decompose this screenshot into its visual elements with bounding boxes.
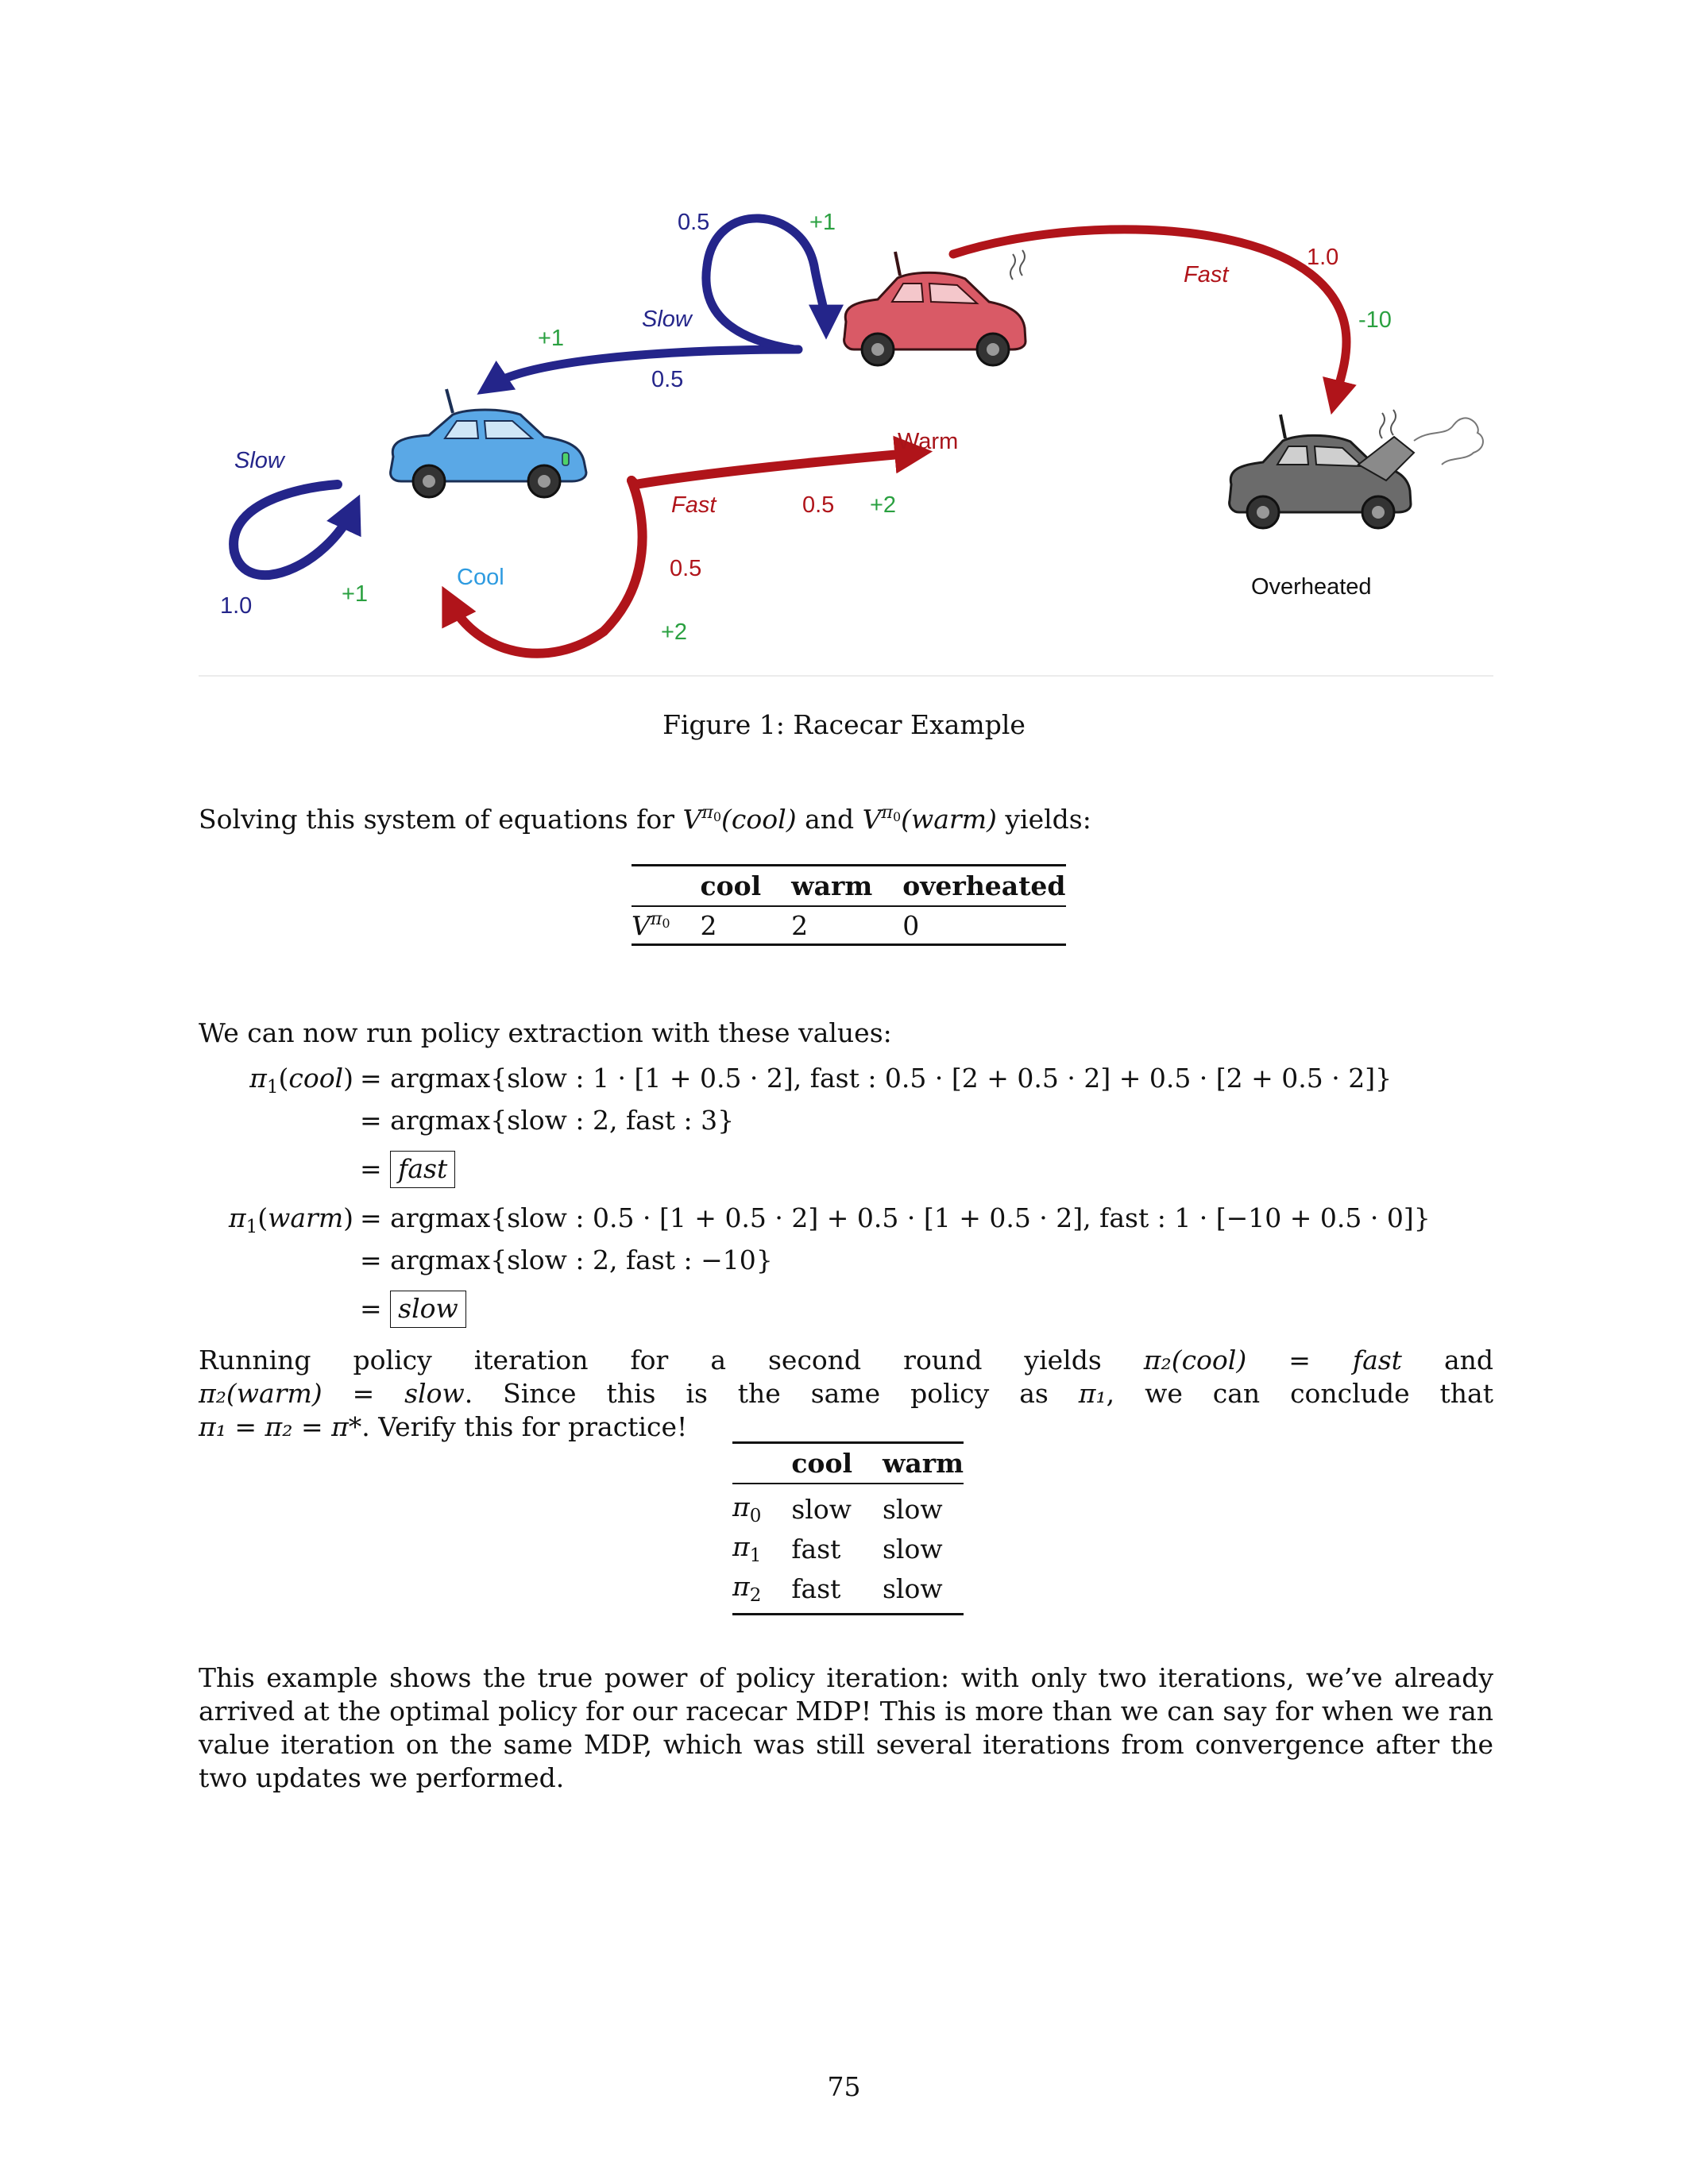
policy-warm: slow [883, 1493, 943, 1525]
v-pi0-cool: $V^{\pi 0}(cool)$ [682, 803, 797, 835]
equation-cool-rhs3: = fast [360, 1153, 455, 1184]
figure-divider [199, 675, 1493, 677]
math-pi2-cool: π₂(cool) = fast [1143, 1345, 1402, 1376]
boxed-result-warm: slow [390, 1291, 466, 1328]
prob-label-warm-slow-cool: 0.5 [651, 367, 684, 392]
math-chain: π₁ = π₂ = π* [199, 1411, 362, 1442]
equation-warm-rhs3: = slow [360, 1293, 466, 1324]
prob-label-warm-fast-over: 1.0 [1307, 245, 1339, 270]
prob-label-warm-self: 0.5 [678, 210, 710, 235]
equation-cool-rhs1: = argmax{slow : 1 · [1 + 0.5 · 2], fast : 0.5 · [2 + 0.5 · 2] + 0.5 · [2 + 0.5 · 2]} [360, 1063, 1393, 1094]
reward-label-cool-fast-self: +2 [661, 619, 688, 645]
action-label-cool-fast: Fast [671, 492, 717, 518]
value-cool: 2 [700, 909, 717, 941]
value-table-row-label: $V^{\pi 0}$ [632, 909, 670, 941]
edge-warm-slow-cool [489, 349, 798, 387]
page-number: 75 [827, 2071, 861, 2102]
policy-row-label: $\pi_2$ [732, 1571, 762, 1606]
reward-label-cool-fast-warm: +2 [870, 492, 897, 518]
policy-row-label: $\pi_0$ [732, 1491, 762, 1526]
equation-cool-lhs: $\pi_1(cool)$ [249, 1063, 353, 1098]
policy-cool: fast [791, 1533, 841, 1565]
state-label-cool: Cool [457, 565, 504, 590]
value-table-header-cool: cool [700, 870, 762, 901]
prob-label-cool-fast-warm: 0.5 [802, 492, 835, 518]
equation-warm-rhs2: = argmax{slow : 2, fast : −10} [360, 1244, 773, 1275]
value-table [632, 864, 1066, 946]
car-cool-icon [391, 389, 586, 497]
policy-table-header-blank [732, 1443, 776, 1484]
edge-cool-self-slow [234, 484, 353, 575]
solving-paragraph [199, 797, 1493, 836]
solving-and: and [805, 804, 855, 835]
conclusion-paragraph: This example shows the true power of policy iteration: with only two iterations, we’ve already arrived at the optimal policy for our racecar MDP! This is more than we can say for when we ran value iteration on the same MDP, which was still several iterations from convergence after the two updates we performed. [199, 1662, 1493, 1793]
value-table-header-warm: warm [791, 870, 873, 901]
racecar-mdp-figure [191, 187, 1497, 679]
figure-caption: Figure 1: Racecar Example [662, 709, 1026, 740]
equation-warm-lhs: $\pi_1(warm)$ [228, 1202, 353, 1237]
car-warm-icon [844, 250, 1026, 365]
reward-label-warm-self: +1 [809, 210, 836, 235]
reward-label-cool-self: +1 [342, 581, 369, 607]
value-table-header-overheated: overheated [902, 870, 1066, 901]
action-label-warm-fast: Fast [1184, 262, 1229, 287]
table-row [732, 1484, 964, 1529]
mdp-diagram [191, 187, 1497, 679]
edge-warm-self-slow [706, 218, 826, 349]
table-row [732, 1569, 964, 1615]
equation-warm-rhs1: = argmax{slow : 0.5 · [1 + 0.5 · 2] + 0.5 · [1 + 0.5 · 2], fast : 1 · [−10 + 0.5 · 0]} [360, 1202, 1431, 1233]
policy-table-header-cool: cool [791, 1448, 852, 1479]
running-paragraph: Running policy iteration for a second round yields π₂(cool) = fast and π₂(warm) = slow. Since this is the same policy as π₁, we can conclude that π₁ = π₂ = π*. Verify this for practice! [199, 1345, 1493, 1442]
state-label-overheated: Overheated [1251, 574, 1372, 600]
prob-label-cool-self: 1.0 [220, 593, 253, 619]
action-label-cool-slow: Slow [234, 448, 284, 473]
action-label-warm-slow: Slow [642, 307, 692, 332]
policy-table [732, 1441, 964, 1615]
equation-cool-rhs2: = argmax{slow : 2, fast : 3} [360, 1105, 735, 1136]
state-label-warm: Warm [898, 429, 959, 454]
policy-cool: fast [791, 1572, 841, 1604]
policy-row-label: $\pi_1$ [732, 1531, 762, 1566]
policy-extraction-intro: We can now run policy extraction with these values: [199, 1017, 892, 1048]
solving-intro: Solving this system of equations for [199, 804, 675, 835]
reward-label-warm-slow-cool: +1 [538, 326, 565, 351]
boxed-result-cool: fast [390, 1151, 455, 1188]
v-pi0-warm: $V^{\pi 0}(warm)$ [862, 803, 997, 835]
policy-cool: slow [791, 1493, 852, 1525]
policy-warm: slow [883, 1533, 943, 1565]
value-warm: 2 [791, 909, 809, 941]
policy-table-header-warm: warm [883, 1448, 964, 1479]
table-row [632, 906, 1066, 945]
math-pi2-warm: π₂(warm) = slow [199, 1378, 465, 1409]
value-table-header-blank [632, 866, 686, 907]
solving-yields: yields: [1005, 804, 1091, 835]
car-overheated-icon [1230, 410, 1483, 528]
prob-label-cool-fast-self: 0.5 [670, 556, 702, 581]
math-pi1: π₁ [1078, 1378, 1107, 1409]
edge-cool-fast-warm [632, 453, 917, 484]
table-row [732, 1529, 964, 1569]
reward-label-warm-fast-over: -10 [1358, 307, 1392, 333]
policy-warm: slow [883, 1572, 943, 1604]
value-overheated: 0 [902, 909, 920, 941]
